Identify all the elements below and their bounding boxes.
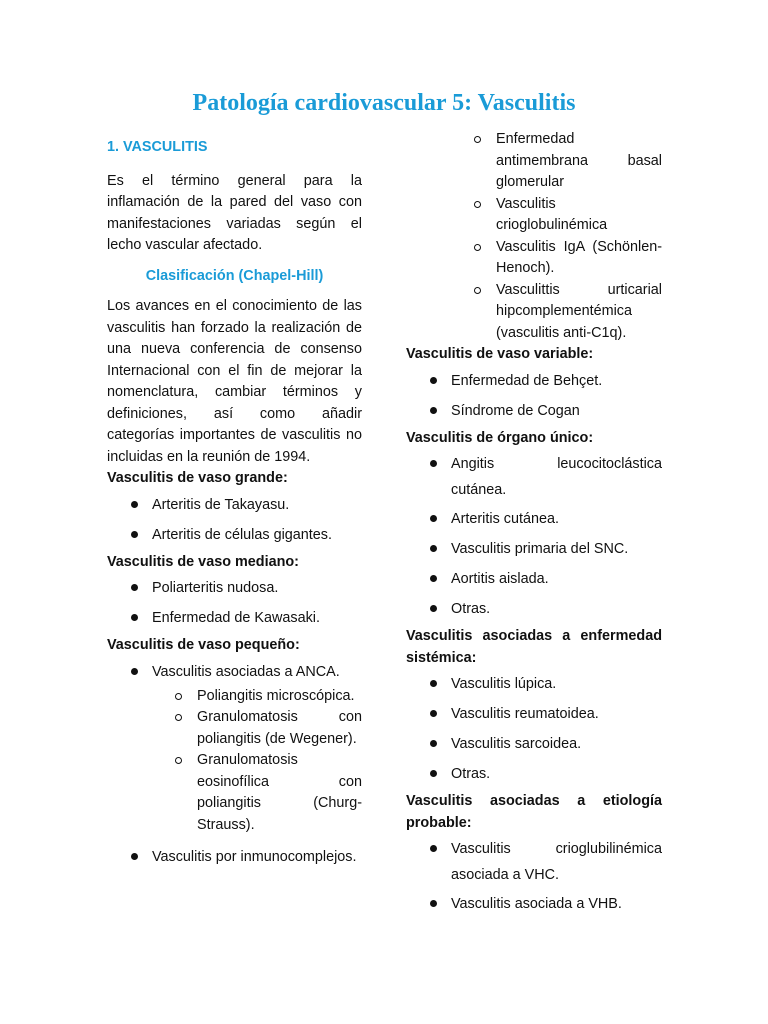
immune-list bbox=[107, 844, 362, 870]
bullet-icon bbox=[430, 845, 437, 852]
bullet-icon bbox=[430, 900, 437, 907]
bullet-icon bbox=[430, 605, 437, 612]
bullet-icon bbox=[430, 575, 437, 582]
immune-sublist bbox=[406, 129, 662, 344]
bullet-icon bbox=[430, 407, 437, 414]
section-heading: 1. VASCULITIS bbox=[107, 139, 208, 155]
bullet-icon bbox=[430, 545, 437, 552]
anca-sublist-wrap bbox=[107, 686, 362, 837]
bullet-icon bbox=[131, 501, 138, 508]
single-organ-heading: Vasculitis de órgano único: bbox=[406, 429, 594, 446]
list-item: Vasculitis asociada a VHB. bbox=[406, 891, 662, 918]
bullet-icon bbox=[430, 680, 437, 687]
sub-list-item: Poliangitis microscópica. bbox=[152, 686, 362, 708]
intro-paragraph: Es el término general para la inflamación de la pared del vaso con manifestaciones variadas según el lecho vascular afectado. bbox=[107, 172, 362, 253]
list-item: Poliarteritis nudosa. bbox=[107, 575, 362, 602]
list-item: Enfermedad de Kawasaki. bbox=[107, 605, 362, 632]
sub-list-item: Enfermedad antimembrana basal glomerular bbox=[406, 129, 662, 194]
probable-etiology-list bbox=[406, 836, 662, 918]
circle-bullet-icon bbox=[474, 244, 481, 251]
list-item: Vasculitis reumatoidea. bbox=[406, 701, 662, 728]
bullet-icon bbox=[131, 584, 138, 591]
list-item: Otras. bbox=[406, 596, 662, 623]
circle-bullet-icon bbox=[474, 287, 481, 294]
bullet-icon bbox=[131, 853, 138, 860]
list-item: Síndrome de Cogan bbox=[406, 398, 662, 425]
circle-bullet-icon bbox=[175, 714, 182, 721]
probable-etiology-heading: Vasculitis asociadas a etiología probable: bbox=[406, 793, 662, 831]
classification-paragraph: Los avances en el conocimiento de las vasculitis han forzado la realización de una nueva conferencia de consenso Internacional con el fin de mejorar la nomenclatura, cambiar términos y definiciones, así como añadir categorías importantes de vasculitis no incluidas en la reunión de 1994. bbox=[107, 298, 362, 465]
sub-list-item: Vasculitis crioglobulinémica bbox=[406, 194, 662, 237]
small-vessel-list bbox=[107, 659, 362, 686]
bullet-icon bbox=[430, 460, 437, 467]
sub-list-item: Vasculitis IgA (Schönlen-Henoch). bbox=[406, 237, 662, 280]
right-column bbox=[406, 131, 662, 921]
circle-bullet-icon bbox=[474, 136, 481, 143]
sub-list-item: Granulomatosis eosinofílica con poliangitis (Churg-Strauss). bbox=[152, 750, 362, 836]
variable-vessel-heading: Vasculitis de vaso variable: bbox=[406, 346, 594, 362]
bullet-icon bbox=[131, 531, 138, 538]
large-vessel-heading: Vasculitis de vaso grande: bbox=[107, 470, 288, 486]
list-item: Vasculitis por inmunocomplejos. bbox=[107, 844, 362, 870]
large-vessel-list bbox=[107, 492, 362, 549]
list-item: Vasculitis lúpica. bbox=[406, 671, 662, 698]
systemic-list bbox=[406, 671, 662, 788]
variable-vessel-list bbox=[406, 368, 662, 425]
sub-list-item: Granulomatosis con poliangitis (de Wegener). bbox=[152, 707, 362, 750]
anca-sublist bbox=[152, 686, 362, 837]
list-item: Vasculitis sarcoidea. bbox=[406, 731, 662, 758]
list-item: Arteritis de células gigantes. bbox=[107, 522, 362, 549]
list-item: Aortitis aislada. bbox=[406, 566, 662, 593]
circle-bullet-icon bbox=[474, 201, 481, 208]
list-item: Angitis leucocitoclástica cutánea. bbox=[406, 451, 662, 503]
medium-vessel-heading: Vasculitis de vaso mediano: bbox=[107, 553, 299, 570]
circle-bullet-icon bbox=[175, 693, 182, 700]
list-item: Vasculitis crioglubilinémica asociada a VHC. bbox=[406, 836, 662, 888]
bullet-icon bbox=[430, 377, 437, 384]
bullet-icon bbox=[430, 710, 437, 717]
bullet-icon bbox=[430, 770, 437, 777]
circle-bullet-icon bbox=[175, 757, 182, 764]
page-title: Patología cardiovascular 5: Vasculitis bbox=[192, 90, 576, 116]
list-item: Enfermedad de Behçet. bbox=[406, 368, 662, 395]
classification-heading: Clasificación (Chapel-Hill) bbox=[145, 267, 324, 284]
bullet-icon bbox=[430, 515, 437, 522]
list-item: Otras. bbox=[406, 761, 662, 788]
list-item: Vasculitis primaria del SNC. bbox=[406, 536, 662, 563]
bullet-icon bbox=[131, 668, 138, 675]
bullet-icon bbox=[430, 740, 437, 747]
systemic-heading: Vasculitis asociadas a enfermedad sistémica: bbox=[406, 628, 662, 666]
single-organ-list bbox=[406, 451, 662, 623]
list-item: Arteritis cutánea. bbox=[406, 506, 662, 533]
sub-list-item: Vasculittis urticarial hipcomplementémica (vasculitis anti-C1q). bbox=[406, 280, 662, 345]
left-column bbox=[107, 137, 362, 873]
medium-vessel-list bbox=[107, 575, 362, 632]
small-vessel-heading: Vasculitis de vaso pequeño: bbox=[107, 637, 300, 653]
list-item: Arteritis de Takayasu. bbox=[107, 492, 362, 519]
bullet-icon bbox=[131, 614, 138, 621]
list-item: Vasculitis asociadas a ANCA. bbox=[107, 659, 362, 686]
